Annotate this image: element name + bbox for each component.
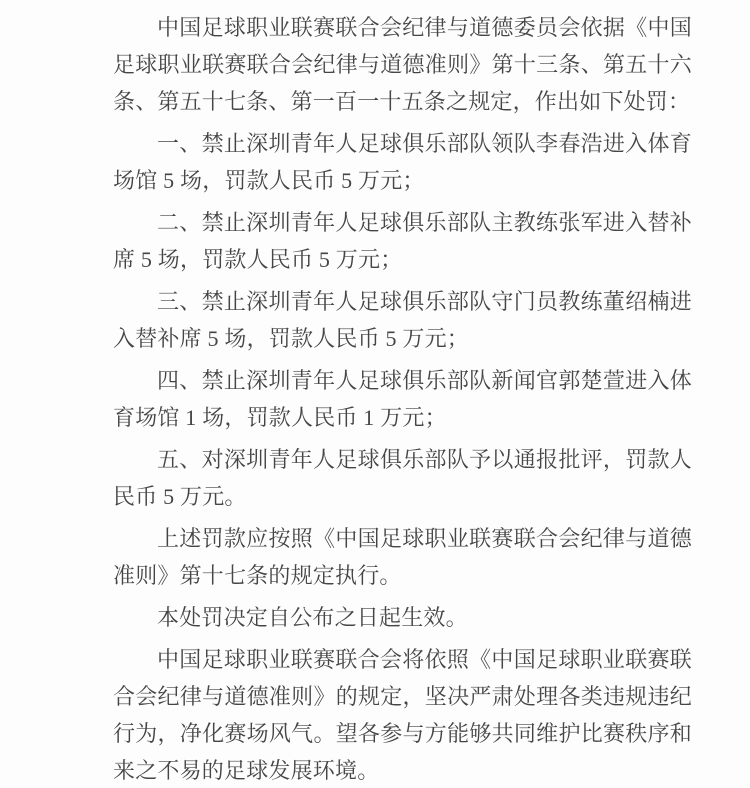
paragraph-effective-date: 本处罚决定自公布之日起生效。 (157, 605, 468, 630)
paragraph-penalty-item-5: 五、对深圳青年人足球俱乐部队予以通报批评，罚款人民币 5 万元。 (113, 447, 692, 509)
paragraph-penalty-item-3: 三、禁止深圳青年人足球俱乐部队守门员教练董绍楠进入替补席 5 场，罚款人民币 5 万元； (113, 289, 692, 351)
paragraph-penalty-item-4: 四、禁止深圳青年人足球俱乐部队新闻官郭楚萱进入体育场馆 1 场，罚款人民币 1 万元； (113, 368, 692, 430)
paragraph-preamble: 中国足球职业联赛联合会纪律与道德委员会依据《中国足球职业联赛联合会纪律与道德准则》第十三条、第五十六条、第五十七条、第一百一十五条之规定，作出如下处罚： (113, 15, 692, 114)
paragraph-penalty-item-2: 二、禁止深圳青年人足球俱乐部队主教练张军进入替补席 5 场，罚款人民币 5 万元； (113, 210, 692, 272)
paragraph-closing: 中国足球职业联赛联合会将依照《中国足球职业联赛联合会纪律与道德准则》的规定，坚决严肃处理各类违规违纪行为，净化赛场风气。望各参与方能够共同维护比赛秩序和来之不易的足球发展环境。 (113, 647, 692, 783)
paragraph-penalty-item-1: 一、禁止深圳青年人足球俱乐部队领队李春浩进入体育场馆 5 场，罚款人民币 5 万元； (113, 131, 692, 193)
paragraph-fine-execution: 上述罚款应按照《中国足球职业联赛联合会纪律与道德准则》第十七条的规定执行。 (113, 526, 692, 588)
